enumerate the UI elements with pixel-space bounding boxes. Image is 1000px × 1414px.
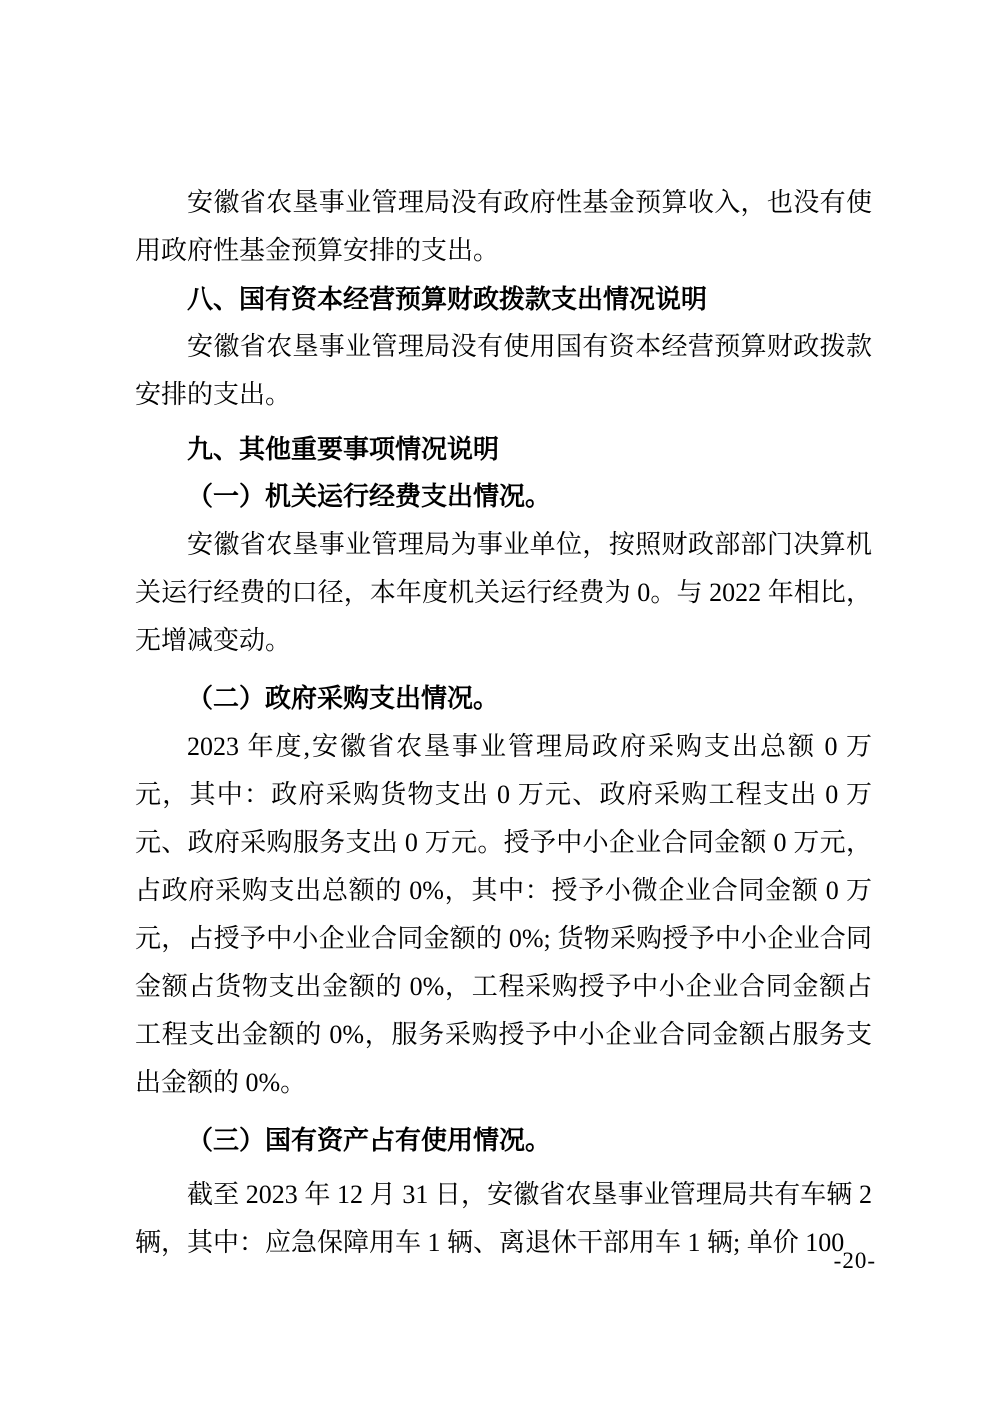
heading-section-eight: 八、国有资本经营预算财政拨款支出情况说明 <box>187 284 708 314</box>
heading-section-nine: 九、其他重要事项情况说明 <box>187 434 500 464</box>
subheading-state-assets: （三）国有资产占有使用情况。 <box>187 1126 552 1155</box>
page-number: -20- <box>833 1248 876 1273</box>
para-state-capital-budget: 安徽省农垦事业管理局没有使用国有资本经营预算财政拨款安排的支出。 <box>135 332 872 409</box>
para-gov-procurement: 2023 年度,安徽省农垦事业管理局政府采购支出总额 0 万元，其中：政府采购货物支出 0 万元、政府采购工程支出 0 万元、政府采购服务支出 0 万元。授予中小企业合同金额 0 万元，占政府采购支出总额的 0%，其中：授予小微企业合同金额 0 万元，占授予中小企业合同金额的 0%; 货物采购授予中小企业合同金额占货物支出金额的 0%，工程采购授予中小企业合同金额占工程支出金额的 0%，服务采购授予中小企业合同金额占服务支出金额的 0%。 <box>135 732 872 1097</box>
subheading-gov-procurement: （二）政府采购支出情况。 <box>187 684 500 713</box>
para-agency-operating-expense: 安徽省农垦事业管理局为事业单位，按照财政部部门决算机关运行经费的口径，本年度机关运行经费为 0。与 2022 年相比，无增减变动。 <box>135 530 872 655</box>
subheading-agency-operating-expense: （一）机关运行经费支出情况。 <box>187 482 552 511</box>
document-body <box>135 179 872 1267</box>
para-state-assets-vehicles: 截至 2023 年 12 月 31 日，安徽省农垦事业管理局共有车辆 2 辆，其中：应急保障用车 1 辆、离退休干部用车 1 辆; 单价 100 <box>135 1180 872 1257</box>
para-gov-fund-budget: 安徽省农垦事业管理局没有政府性基金预算收入，也没有使用政府性基金预算安排的支出。 <box>135 188 872 265</box>
